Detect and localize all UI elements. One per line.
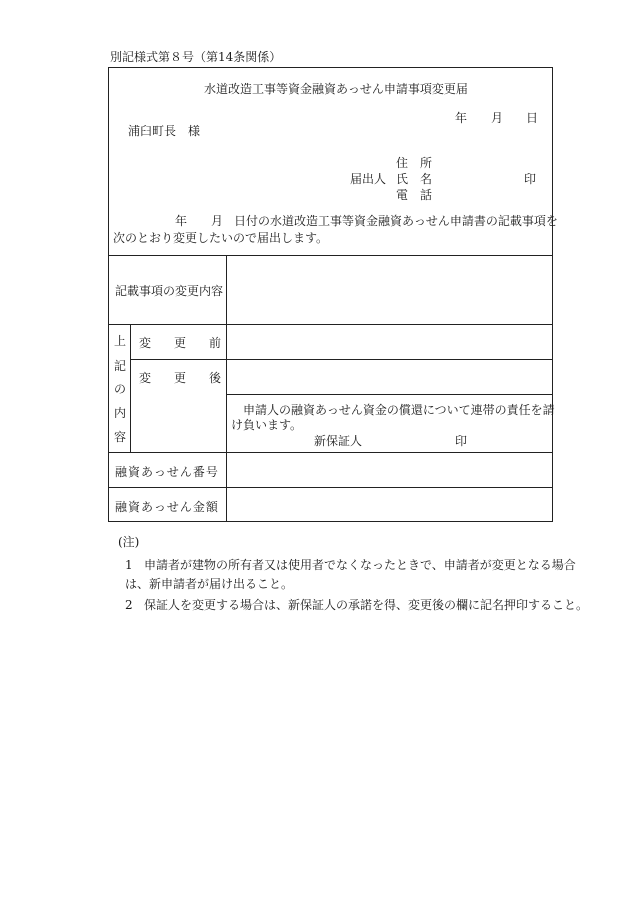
- intro-text-line1: 日付の水道改造工事等資金融資あっせん申請書の記載事項を: [234, 214, 558, 228]
- guarantee-text-line2: け負います。: [231, 418, 303, 432]
- vertical-label-char: の: [114, 382, 127, 396]
- applicant-role: 届出人: [350, 172, 387, 186]
- applicant-address-label: 住 所: [396, 156, 433, 170]
- vertical-label-char: 記: [114, 359, 127, 373]
- before-label-char: 更: [174, 336, 187, 350]
- new-guarantor-label: 新保証人: [314, 434, 363, 448]
- note-1-number: 1: [125, 558, 133, 572]
- form-label: 別記様式第８号（第14条関係）: [110, 50, 282, 64]
- note-2-number: 2: [125, 598, 133, 612]
- after-label-char: 更: [174, 371, 187, 385]
- before-label-char: 変: [139, 336, 152, 350]
- intro-text-line2: 次のとおり変更したいので届出します。: [113, 231, 329, 245]
- intro-year: 年: [175, 214, 188, 228]
- note-1-line1: 申請者が建物の所有者又は使用者でなくなったときで、申請者が変更となる場合: [144, 558, 576, 572]
- applicant-name-label: 氏 名: [396, 172, 433, 186]
- note-2-line1: 保証人を変更する場合は、新保証人の承諾を得、変更後の欄に記名押印すること。: [144, 598, 589, 612]
- date-day: 日: [526, 111, 539, 125]
- applicant-seal: 印: [524, 172, 537, 186]
- form-title: 水道改造工事等資金融資あっせん申請事項変更届: [204, 82, 468, 96]
- intro-month: 月: [211, 214, 224, 228]
- loan-amount-label: 融資あっせん金額: [115, 500, 219, 514]
- change-content-label: 記載事項の変更内容: [115, 284, 224, 298]
- date-year: 年: [455, 111, 468, 125]
- note-1-line2: は、新申請者が届け出ること。: [125, 577, 294, 591]
- vertical-label-char: 内: [114, 406, 127, 420]
- after-label-char: 変: [139, 371, 152, 385]
- vertical-label-char: 上: [114, 334, 127, 348]
- guarantee-text-line1: 申請人の融資あっせん資金の償還について連帯の責任を請: [243, 403, 555, 417]
- after-label-char: 後: [209, 371, 222, 385]
- addressee: 浦臼町長 様: [128, 124, 201, 138]
- loan-number-label: 融資あっせん番号: [115, 465, 219, 479]
- vertical-label-char: 容: [114, 430, 127, 444]
- applicant-phone-label: 電 話: [396, 188, 433, 202]
- date-month: 月: [491, 111, 504, 125]
- guarantor-seal: 印: [455, 434, 468, 448]
- notes-heading: (注): [118, 535, 140, 549]
- before-label-char: 前: [209, 336, 222, 350]
